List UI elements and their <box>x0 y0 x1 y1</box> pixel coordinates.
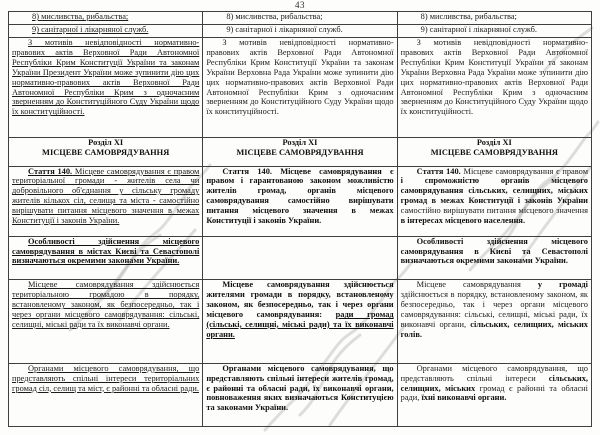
text-run: Розділ XI <box>88 138 124 148</box>
paragraph <box>12 25 199 35</box>
text-run: 9) санітарної і лікарняної служб. <box>226 25 343 35</box>
text-run: Місцеве самоврядування є правом <box>460 166 588 176</box>
paragraph <box>206 167 393 226</box>
paragraph <box>12 12 199 22</box>
row-kyiv-sevastopol-col-3 <box>397 236 591 280</box>
paragraph <box>12 38 199 117</box>
text-run: у громаді <box>537 280 588 290</box>
paragraph <box>401 280 588 339</box>
paragraph <box>401 12 588 22</box>
paragraph <box>401 38 588 117</box>
text-run: Розділ XI <box>476 138 512 148</box>
text-run: ради громад (сільські, селищні, міські ради) та їх виконавчі органи. <box>206 309 394 339</box>
text-run: З мотивів невідповідності нормативно-правових актів Верховної Ради Автономної Республіки Крим Конституції України та законам України Президент України може зупинити дію цих нормативно-правових актів Верховної Ради Автономної Республіки Крим з одночасним зверненням до Конституційного Суду України щодо їх конституційності. <box>12 38 200 117</box>
paragraph <box>401 138 588 148</box>
text-run: МІСЦЕВЕ САМОВРЯДУВАННЯ <box>236 147 364 157</box>
row-section-heading-col-1 <box>9 138 203 166</box>
row-section-heading-col-3 <box>397 138 591 166</box>
row-item-8 <box>9 12 592 25</box>
text-run: Органами місцевого самоврядування, що представляють спільні інтереси територіальних громад сіл, селищ та міст, є районні та обласні ради. <box>12 363 200 393</box>
text-run: і спроможністю органів місцевого самоврядування сільських, селищних, міських громад в межах Конституції і законів України <box>400 176 588 206</box>
row-kyiv-sevastopol-col-1 <box>9 236 203 280</box>
text-run: в інтересах місцевого населення. <box>400 215 526 225</box>
text-run: З мотивів невідповідності нормативно-правових актів Верховної Ради Автономної Республіки Крим Конституції України та законам України Верховна Рада України може зупинити дію цих нормативно-правових актів Верховної Ради Автономної Республіки Крим з одночасним зверненням до Конституційного Суду України щодо їх конституційності. <box>206 38 394 117</box>
text-run: самостійно вирішувати питання місцевого значення <box>400 205 588 215</box>
paragraph <box>12 237 199 266</box>
text-run: 9) санітарної і лікарняної служб. <box>420 25 537 35</box>
paragraph <box>12 167 199 226</box>
text-run: Органами місцевого самоврядування, що представляють спільні інтереси <box>400 363 588 383</box>
row-exercise-of-self-government <box>9 280 592 363</box>
row-kyiv-sevastopol <box>9 236 592 280</box>
row-rayon-oblast-councils-col-1 <box>9 363 203 426</box>
paragraph <box>206 12 393 22</box>
row-exercise-of-self-government-col-1 <box>9 280 203 363</box>
paragraph <box>12 138 199 148</box>
paragraph <box>206 364 393 413</box>
paragraph <box>206 138 393 148</box>
paragraph <box>12 280 199 329</box>
row-item-8-col-3 <box>397 12 591 25</box>
text-run: Місцеве самоврядування є правом територіальної громади - жителів села чи добровільного об'єднання у сільську громаду жителів кількох сіл, селища та міста - самостійно вирішувати питання місцевого значення в межах Конституції і законів України. <box>12 166 200 225</box>
paragraph <box>401 148 588 158</box>
text-run: сільських, селищних, міських <box>400 373 588 393</box>
row-article-140 <box>9 166 592 236</box>
row-item-9-col-1 <box>9 25 203 38</box>
text-run: Стаття 140. <box>28 166 73 176</box>
paragraph <box>206 38 393 117</box>
row-article-140-col-3 <box>397 166 591 236</box>
text-run: сільських, селищних, міських голів. <box>400 319 588 339</box>
paragraph <box>206 148 393 158</box>
text-run: їхні виконавчі органи. <box>421 393 507 403</box>
text-run: громад є районні та обласні ради, <box>400 383 588 403</box>
paragraph <box>12 364 199 393</box>
paragraph <box>401 167 588 226</box>
text-run: здійснюється в порядку, встановленому законом, як безпосередньо, так і через органи місцевого самоврядування: сільські, селищні, міські ради, їх виконавчі органи, <box>400 290 588 329</box>
row-motives-col-2 <box>203 38 397 138</box>
row-motives-col-1 <box>9 38 203 138</box>
text-run: Місцеве самоврядування здійснюється жителями громади в порядку, встановленому законом, як безпосередньо, так і через органи місцевого самоврядування: <box>206 280 394 319</box>
text-run: Стаття 140. <box>416 166 461 176</box>
text-run: Місцеве самоврядування здійснюється територіальною громадою в порядку, встановленому законом, як безпосередньо, так і через органи місцевого самоврядування: сільські, селищні, міські ради та їх виконавчі органи. <box>12 280 200 329</box>
row-article-140-col-2 <box>203 166 397 236</box>
text-run: З мотивів невідповідності нормативно-правових актів Верховної Ради Автономної Республіки Крим Конституції України та законам України Верховна Рада України може зупинити дію цих нормативно-правових актів Верховної Ради Автономної Республіки Крим з одночасним зверненням до Конституційного Суду України щодо їх конституційності. <box>400 38 588 117</box>
text-run: Розділ XI <box>282 138 318 148</box>
row-item-9 <box>9 25 592 38</box>
text-run: МІСЦЕВЕ САМОВРЯДУВАННЯ <box>430 147 558 157</box>
paragraph <box>12 148 199 158</box>
text-run: Особливості здійснення місцевого самоврядування в Києві та Севастополі визначаються окремими законами України. <box>400 236 588 266</box>
row-motives-col-3 <box>397 38 591 138</box>
text-run: 8) мисливства, рибальства; <box>226 12 323 21</box>
text-run: 8) мисливства, рибальства; <box>420 12 517 21</box>
text-run: 8) мисливства, рибальства; <box>32 12 129 21</box>
comparison-table <box>8 11 592 427</box>
row-motives <box>9 38 592 138</box>
paragraph <box>206 25 393 35</box>
row-rayon-oblast-councils-col-3 <box>397 363 591 426</box>
row-kyiv-sevastopol-col-2 <box>203 236 397 280</box>
text-run: Особливості здійснення місцевого самоврядування в містах Києві та Севастополі визначаються окремими законами України. <box>12 236 200 266</box>
text-run: 9) санітарної і лікарняної служб. <box>32 25 149 35</box>
paragraph <box>401 237 588 266</box>
text-run: МІСЦЕВЕ САМОВРЯДУВАННЯ <box>42 147 170 157</box>
row-item-9-col-3 <box>397 25 591 38</box>
comparison-table-body <box>9 12 592 427</box>
text-run: Стаття 140. Місцеве самоврядування є правом і гарантованою законом можливістю жителів громад, органів місцевого самоврядування самостійно вирішувати питання місцевого значення в межах Конституції і законів України. <box>206 166 394 225</box>
row-rayon-oblast-councils-col-2 <box>203 363 397 426</box>
row-item-8-col-1 <box>9 12 203 25</box>
row-section-heading <box>9 138 592 166</box>
text-run: Місцеве самоврядування <box>416 280 538 290</box>
row-rayon-oblast-councils <box>9 363 592 426</box>
text-run: Органами місцевого самоврядування, що представляють спільні інтереси жителів громад, є районні та обласні ради, їх виконавчі органи, повноваження яких визначаються Конституцією та законами України. <box>206 363 394 413</box>
row-exercise-of-self-government-col-2 <box>203 280 397 363</box>
row-article-140-col-1 <box>9 166 203 236</box>
row-item-8-col-2 <box>203 12 397 25</box>
row-section-heading-col-2 <box>203 138 397 166</box>
paragraph <box>206 280 393 339</box>
page-number: 43 <box>295 0 305 10</box>
paragraph <box>401 25 588 35</box>
row-exercise-of-self-government-col-3 <box>397 280 591 363</box>
row-item-9-col-2 <box>203 25 397 38</box>
paragraph <box>401 364 588 403</box>
